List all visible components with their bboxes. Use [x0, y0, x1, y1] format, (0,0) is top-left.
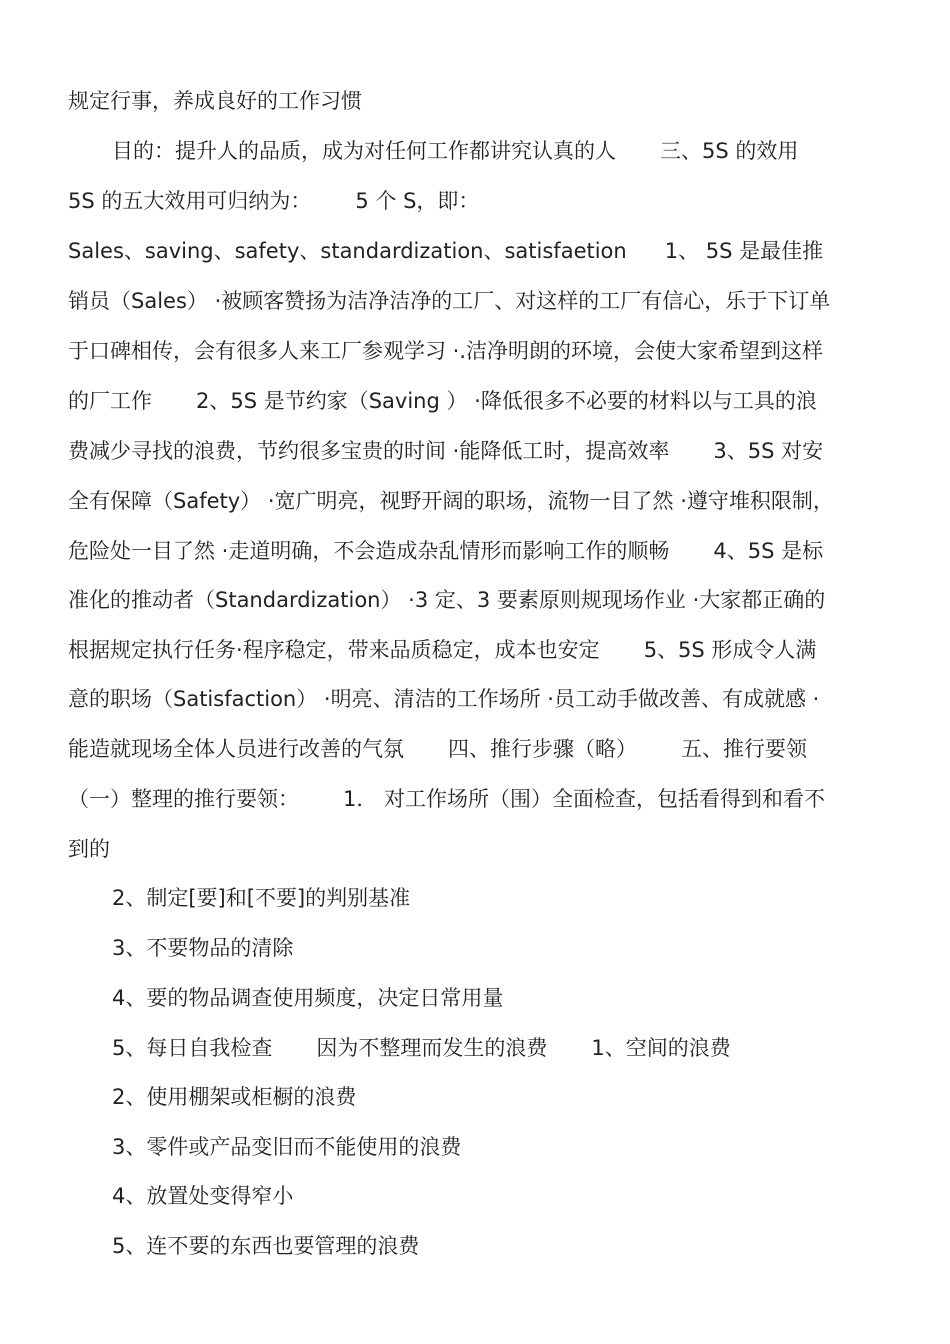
- text-segment: 3、不要物品的清除: [112, 936, 294, 960]
- text-segment: 的厂工作: [68, 389, 152, 413]
- waste-item-5: [112, 1231, 898, 1261]
- text-line-1: [68, 86, 898, 116]
- subsection-heading: （一）整理的推行要领：: [68, 787, 299, 811]
- text-segment: 5S 的五大效用可归纳为：: [68, 189, 312, 213]
- text-segment: 全有保障（Safety） ·宽广明亮，视野开阔的职场，流物一目了然 ·遵守堆积限制，: [68, 489, 834, 513]
- text-segment: 规定行事，养成良好的工作习惯: [68, 89, 362, 113]
- text-segment: 根据规定执行任务·程序稳定，带来品质稳定，成本也安定: [68, 638, 600, 662]
- text-segment: 1、 5S 是最佳推: [664, 239, 824, 263]
- text-line-11: [68, 585, 898, 615]
- text-segment: 5、连不要的东西也要管理的浪费: [112, 1234, 420, 1258]
- text-segment: 费减少寻找的浪费，节约很多宝贵的时间 ·能降低工时，提高效率: [68, 439, 670, 463]
- text-line-8: [68, 436, 898, 466]
- text-line-6: [68, 336, 898, 366]
- text-segment: 2、5S 是节约家（Saving ） ·降低很多不必要的材料以与工具的浪: [196, 389, 817, 413]
- text-segment: 销员（Sales） ·被顾客赞扬为洁净洁净的工厂、对这样的工厂有信心，乐于下订单: [68, 289, 831, 313]
- text-segment: 3、零件或产品变旧而不能使用的浪费: [112, 1135, 462, 1159]
- text-line-4: [68, 236, 898, 266]
- text-line-16: [68, 834, 898, 864]
- text-segment: 到的: [68, 837, 110, 861]
- text-segment: 能造就现场全体人员进行改善的气氛: [68, 737, 404, 761]
- waste-item-3: [112, 1132, 898, 1162]
- list-item-5: [112, 1033, 898, 1063]
- list-item-3: [112, 933, 898, 963]
- text-segment: 危险处一目了然 ·走道明确，不会造成杂乱情形而影响工作的顺畅: [68, 539, 670, 563]
- text-line-7: [68, 386, 898, 416]
- section-heading-3: 三、5S 的效用: [660, 139, 799, 163]
- text-line-5: [68, 286, 898, 316]
- text-segment: 5、每日自我检查: [112, 1036, 273, 1060]
- list-item-4: [112, 983, 898, 1013]
- text-line-13: [68, 684, 898, 714]
- text-segment: 2、使用棚架或柜橱的浪费: [112, 1085, 357, 1109]
- text-segment: 1． 对工作场所（围）全面检查，包括看得到和看不: [343, 787, 826, 811]
- text-line-10: [68, 536, 898, 566]
- list-item-2: [112, 883, 898, 913]
- section-heading-4: 四、推行步骤（略）: [448, 737, 637, 761]
- text-segment: 5 个 S，即：: [355, 189, 480, 213]
- text-segment: Sales、saving、safety、standardization、satisfaetion: [68, 239, 627, 263]
- section-heading-5: 五、推行要领: [681, 737, 807, 761]
- text-segment: 因为不整理而发生的浪费: [316, 1036, 548, 1060]
- text-segment: 目的：提升人的品质，成为对任何工作都讲究认真的人: [112, 139, 616, 163]
- text-line-3: [68, 186, 898, 216]
- text-segment: 意的职场（Satisfaction） ·明亮、清洁的工作场所 ·员工动手做改善、有成就感 ·: [68, 687, 820, 711]
- waste-item-4: [112, 1181, 898, 1211]
- text-segment: 1、空间的浪费: [591, 1036, 731, 1060]
- text-line-14: [68, 734, 898, 764]
- text-line-15: [68, 784, 898, 814]
- text-segment: 于口碑相传，会有很多人来工厂参观学习 ·.洁净明朗的环境，会使大家希望到这样: [68, 339, 824, 363]
- text-line-9: [68, 486, 898, 516]
- text-segment: 4、要的物品调查使用频度，决定日常用量: [112, 986, 504, 1010]
- waste-item-2: [112, 1082, 898, 1112]
- text-line-2: [112, 136, 898, 166]
- text-segment: 5、5S 形成令人满: [643, 638, 817, 662]
- text-segment: 4、放置处变得窄小: [112, 1184, 294, 1208]
- text-line-12: [68, 635, 898, 665]
- text-segment: 3、5S 对安: [713, 439, 824, 463]
- text-segment: 准化的推动者（Standardization） ·3 定、3 要素原则规现场作业 ·大家都正确的: [68, 588, 826, 612]
- text-segment: 2、制定[要]和[不要]的判别基准: [112, 886, 411, 910]
- text-segment: 4、5S 是标: [713, 539, 824, 563]
